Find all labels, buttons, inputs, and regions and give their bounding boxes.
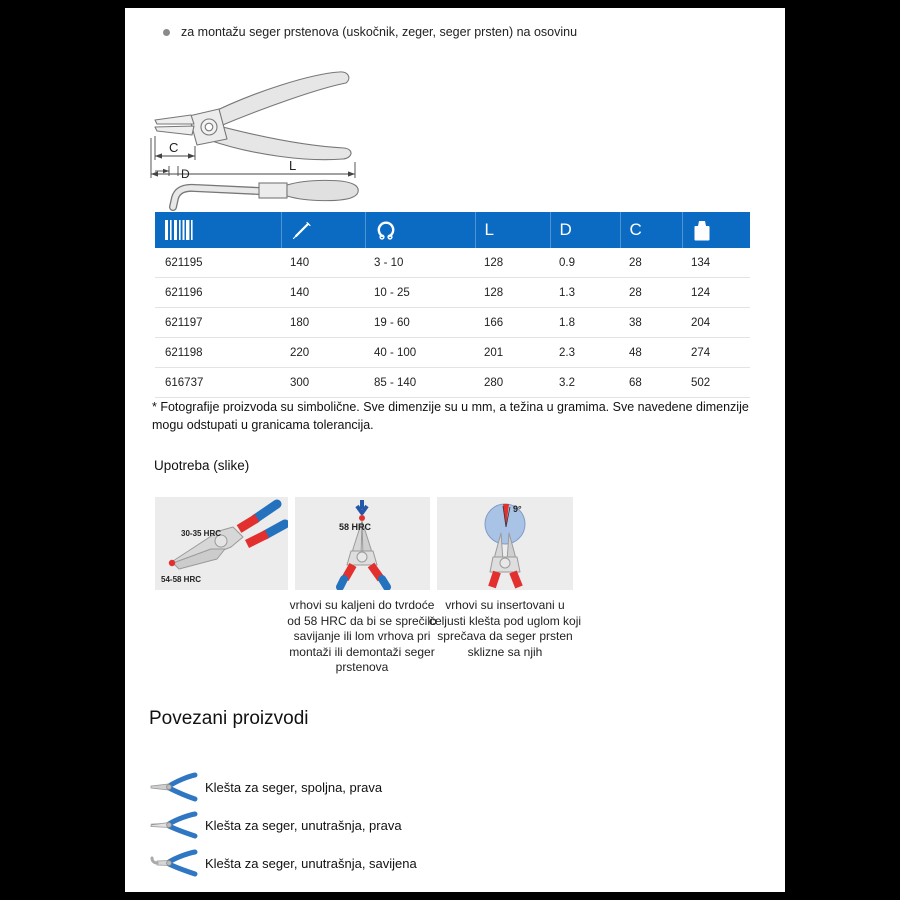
cell-weight: 274 — [682, 338, 750, 368]
circlip-pliers-internal-bent-thumb-icon — [149, 847, 199, 879]
angle-label-9deg: 9° — [513, 504, 522, 514]
feature-bullet-text: za montažu seger prstenova (uskočnik, zeger, seger prsten) na osovinu — [181, 25, 578, 39]
related-item-label[interactable]: Klešta za seger, unutrašnja, savijena — [205, 855, 417, 871]
side-view — [173, 180, 358, 207]
pliers-length-icon — [291, 219, 313, 241]
circlip-pliers-external-straight-thumb-icon — [149, 771, 199, 803]
related-products-heading: Povezani proizvodi — [149, 708, 309, 729]
usage-image-tip-angle — [437, 497, 573, 590]
col-L: L — [475, 212, 550, 248]
dim-label-l: L — [289, 158, 297, 173]
cell-D: 3.2 — [550, 368, 620, 398]
related-item-label[interactable]: Klešta za seger, unutrašnja, prava — [205, 817, 402, 833]
feature-bullet-row — [163, 24, 577, 41]
related-products-list — [149, 768, 569, 882]
cell-length: 180 — [281, 308, 365, 338]
usage-image-hardness — [155, 497, 288, 590]
usage-caption-angle: vrhovi su insertovani u čeljusti klešta pod uglom koji sprečava da seger prsten sklizne sa njih — [428, 598, 582, 659]
cell-range: 85 - 140 — [365, 368, 475, 398]
cell-length: 140 — [281, 248, 365, 278]
cell-C: 28 — [620, 278, 682, 308]
cell-C: 28 — [620, 248, 682, 278]
table-row — [155, 308, 750, 338]
cell-weight: 124 — [682, 278, 750, 308]
table-row — [155, 248, 750, 278]
barcode-icon — [165, 220, 195, 240]
cell-D: 1.3 — [550, 278, 620, 308]
cell-weight: 204 — [682, 308, 750, 338]
document-page — [125, 8, 785, 892]
table-row — [155, 278, 750, 308]
related-item-label[interactable]: Klešta za seger, spoljna, prava — [205, 779, 383, 795]
dim-label-c: C — [169, 140, 179, 155]
hrc-label-58: 58 HRC — [339, 522, 372, 532]
cell-length: 220 — [281, 338, 365, 368]
usage-heading: Upotreba (slike) — [154, 458, 250, 473]
cell-range: 40 - 100 — [365, 338, 475, 368]
cell-L: 128 — [475, 248, 550, 278]
related-item-external-straight[interactable] — [149, 768, 569, 806]
cell-weight: 134 — [682, 248, 750, 278]
col-D: D — [550, 212, 620, 248]
cell-article: 621198 — [155, 338, 281, 368]
cell-C: 48 — [620, 338, 682, 368]
hrc-label-54-58: 54-58 HRC — [161, 575, 202, 584]
col-article-number — [155, 212, 281, 248]
circlip-pliers-internal-straight-thumb-icon — [149, 809, 199, 841]
cell-L: 280 — [475, 368, 550, 398]
related-item-internal-bent[interactable] — [149, 844, 569, 882]
col-pliers-length — [281, 212, 365, 248]
cell-L: 128 — [475, 278, 550, 308]
related-item-internal-straight[interactable] — [149, 806, 569, 844]
hrc-label-30-35: 30-35 HRC — [181, 529, 222, 538]
cell-L: 201 — [475, 338, 550, 368]
cell-length: 140 — [281, 278, 365, 308]
cell-length: 300 — [281, 368, 365, 398]
cell-range: 3 - 10 — [365, 248, 475, 278]
cell-D: 2.3 — [550, 338, 620, 368]
bullet-icon — [163, 29, 170, 36]
col-C: C — [620, 212, 682, 248]
usage-illustration-tip-hardening — [295, 497, 430, 590]
table-row — [155, 368, 750, 398]
cell-L: 166 — [475, 308, 550, 338]
cell-article: 621195 — [155, 248, 281, 278]
dim-label-d: D — [181, 167, 190, 181]
cell-C: 68 — [620, 368, 682, 398]
cell-article: 621196 — [155, 278, 281, 308]
cell-weight: 502 — [682, 368, 750, 398]
dimensions-footnote: * Fotografije proizvoda su simbolične. Sve dimenzije su u mm, a težina u gramima. Sve navedene dimenzije mogu odstupati u granicama tolerancija. — [152, 400, 749, 433]
cell-article: 621197 — [155, 308, 281, 338]
col-weight — [682, 212, 750, 248]
spec-table-header-row — [155, 212, 750, 248]
usage-illustration-tip-angle — [437, 497, 573, 590]
cell-C: 38 — [620, 308, 682, 338]
weight-icon — [692, 220, 712, 241]
cell-D: 1.8 — [550, 308, 620, 338]
usage-image-tip-hardening — [295, 497, 430, 590]
spec-table — [155, 212, 750, 398]
usage-caption-hardening: vrhovi su kaljeni do tvrdoće od 58 HRC da bi se sprečilo savijanje ili lom vrhova pri montaži ili demontaži seger prstenova — [287, 598, 437, 674]
cell-D: 0.9 — [550, 248, 620, 278]
cell-range: 19 - 60 — [365, 308, 475, 338]
technical-drawing — [147, 58, 382, 221]
cell-article: 616737 — [155, 368, 281, 398]
cell-range: 10 - 25 — [365, 278, 475, 308]
table-row — [155, 338, 750, 368]
pliers-dimension-drawing — [147, 58, 382, 216]
circlip-icon — [375, 219, 397, 241]
col-circlip-range — [365, 212, 475, 248]
usage-illustration-hardness-zones — [155, 497, 288, 590]
